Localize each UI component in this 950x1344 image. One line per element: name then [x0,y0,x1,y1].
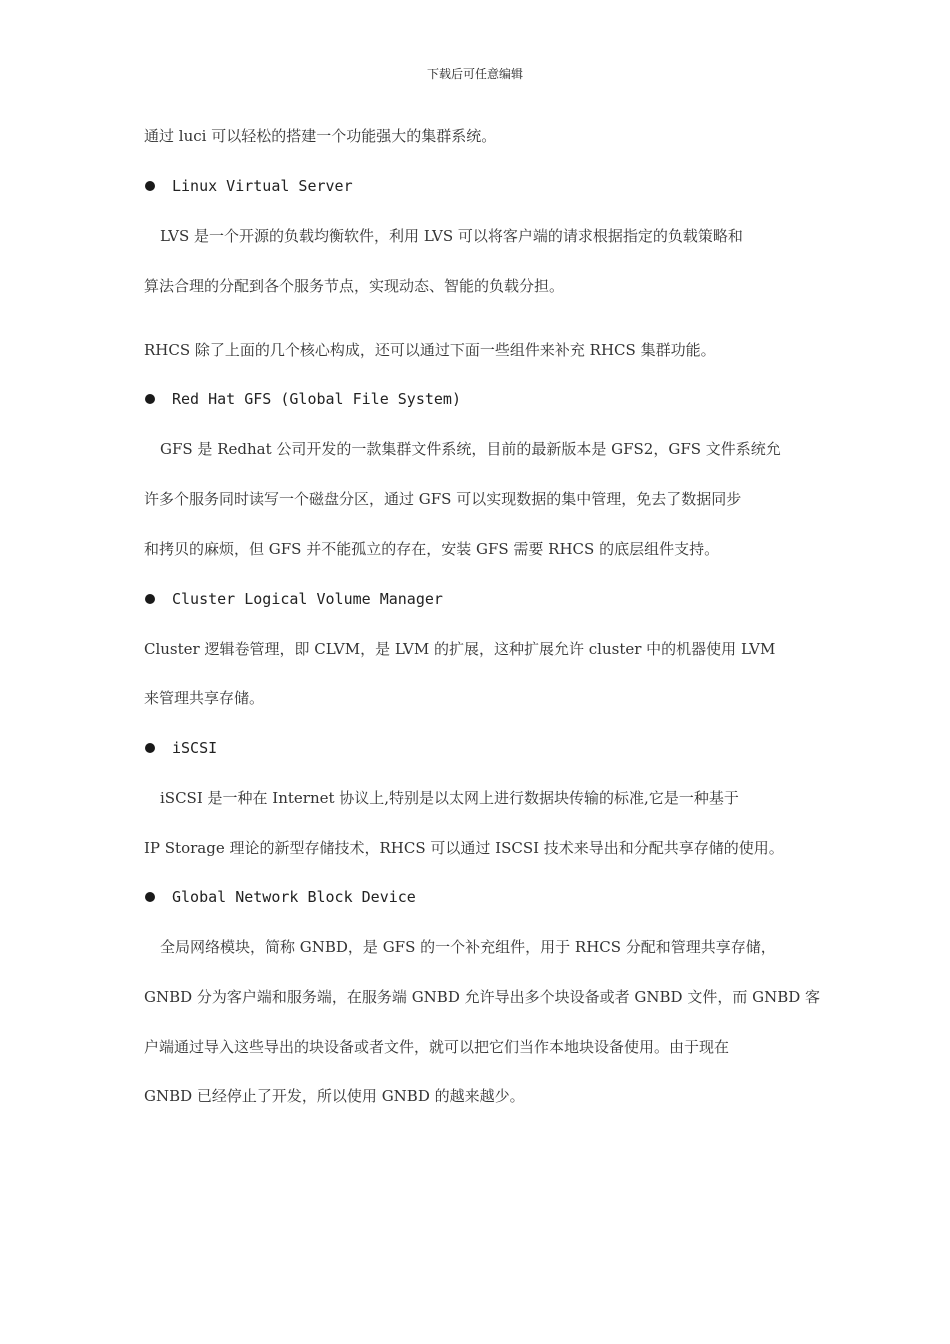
bullet-icon [145,594,155,604]
page-header: 下载后可任意编辑 [426,67,523,81]
paragraph-gnbd-line-4: GNBD 已经停止了开发，所以使用 GNBD 的越来越少。 [144,1087,525,1105]
bullet-title: Linux Virtual Server [172,177,353,195]
paragraph-gnbd-line-3: 户端通过导入这些导出的块设备或者文件，就可以把它们当作本地块设备使用。由于现在 [144,1038,730,1056]
bullet-item-gfs [144,389,824,409]
bullet-icon [145,743,155,753]
bullet-title: Global Network Block Device [172,888,416,906]
bullet-item-clvm [144,589,824,609]
bullet-title: iSCSI [172,739,218,757]
paragraph-gfs-line-3: 和拷贝的麻烦，但 GFS 并不能孤立的存在，安装 GFS 需要 RHCS 的底层组件支持。 [144,540,720,558]
paragraph-gfs-line-1: GFS 是 Redhat 公司开发的一款集群文件系统，目前的最新版本是 GFS2，GFS 文件系统允 [160,440,781,458]
paragraph-iscsi-line-2: IP Storage 理论的新型存储技术，RHCS 可以通过 ISCSI 技术来导出和分配共享存储的使用。 [144,839,784,857]
bullet-title: Cluster Logical Volume Manager [172,590,443,608]
paragraph-rhcs-intro: RHCS 除了上面的几个核心构成，还可以通过下面一些组件来补充 RHCS 集群功能。 [144,341,716,359]
paragraph-clvm-line-2: 来管理共享存储。 [144,689,265,707]
bullet-title: Red Hat GFS (Global File System) [172,390,461,408]
bullet-icon [145,892,155,902]
bullet-item-lvs [144,176,824,196]
paragraph-luci: 通过 luci 可以轻松的搭建一个功能强大的集群系统。 [144,127,497,145]
bullet-item-gnbd [144,887,824,907]
paragraph-gfs-line-2: 许多个服务同时读写一个磁盘分区，通过 GFS 可以实现数据的集中管理，免去了数据同步 [144,490,742,508]
paragraph-lvs-line-1: LVS 是一个开源的负载均衡软件，利用 LVS 可以将客户端的请求根据指定的负载策略和 [160,227,743,245]
bullet-icon [145,394,155,404]
bullet-item-iscsi [144,738,824,758]
paragraph-gnbd-line-2: GNBD 分为客户端和服务端，在服务端 GNBD 允许导出多个块设备或者 GNBD 文件，而 GNBD 客 [144,988,821,1006]
paragraph-clvm-line-1: Cluster 逻辑卷管理，即 CLVM，是 LVM 的扩展，这种扩展允许 cluster 中的机器使用 LVM [144,640,776,658]
bullet-icon [145,181,155,191]
paragraph-gnbd-line-1: 全局网络模块，简称 GNBD，是 GFS 的一个补充组件，用于 RHCS 分配和管理共享存储， [160,938,776,956]
paragraph-lvs-line-2: 算法合理的分配到各个服务节点，实现动态、智能的负载分担。 [144,277,565,295]
paragraph-iscsi-line-1: iSCSI 是一种在 Internet 协议上,特别是以太网上进行数据块传输的标准,它是一种基于 [160,789,739,807]
